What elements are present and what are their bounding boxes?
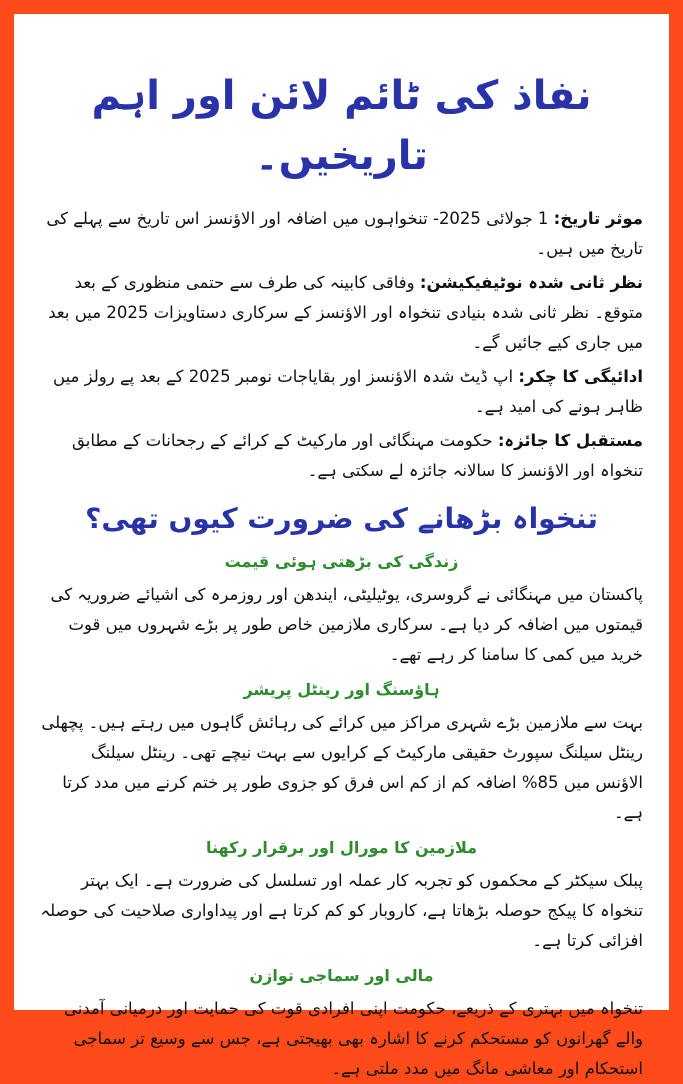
section-cost-of-living bbox=[40, 548, 643, 670]
timeline-label: ادائیگی کا چکر: bbox=[518, 367, 643, 386]
timeline-item-notification bbox=[40, 268, 643, 358]
timeline-label: مستقبل کا جائزہ: bbox=[497, 431, 643, 450]
timeline-label: نظر ثانی شدہ نوٹیفیکیشن: bbox=[419, 273, 643, 292]
timeline-text: اپ ڈیٹ شدہ الاؤنسز اور بقایاجات نومبر 2025 کے بعد پے رولز میں ظاہر ہونے کی امید ہے۔ bbox=[53, 367, 643, 416]
timeline-item-effective-date bbox=[40, 204, 643, 264]
section-balance bbox=[40, 962, 643, 1084]
timeline-text: 1 جولائی 2025- تنخواہوں میں اضافہ اور الاؤنسز اس تاریخ سے پہلے کی تاریخ میں ہیں۔ bbox=[46, 209, 643, 258]
why-heading: تنخواہ بڑھانے کی ضرورت کیوں تھی؟ bbox=[85, 502, 598, 535]
section-morale bbox=[40, 834, 643, 956]
timeline-item-payment-cycle bbox=[40, 362, 643, 422]
section-housing bbox=[40, 676, 643, 828]
timeline-label: موثر تاریخ: bbox=[553, 209, 643, 228]
section-heading: زندگی کی بڑھتی ہوئی قیمت bbox=[224, 552, 459, 571]
page-title: نفاذ کی ٹائم لائن اور اہم تاریخیں۔ bbox=[91, 73, 592, 179]
section-heading: ملازمین کا مورال اور برقرار رکھنا bbox=[205, 838, 478, 857]
timeline-list bbox=[40, 204, 643, 486]
timeline-text: وفاقی کابینہ کی طرف سے حتمی منظوری کے بعد متوقع۔ نظر ثانی شدہ بنیادی تنخواہ اور الاؤنسز کے سرکاری دستاویزات 2025 میں بعد میں جاری کیے جائیں گے۔ bbox=[48, 273, 643, 352]
poster-frame bbox=[14, 14, 669, 1078]
section-text: پاکستان میں مہنگائی نے گروسری، یوٹیلیٹی، ایندھن اور روزمرہ کی اشیائے ضروریہ کی قیمتوں میں اضافہ کر دیا ہے۔ سرکاری ملازمین خاص طور پر بڑے شہروں میں قوت خرید میں کمی کا سامنا کر رہے تھے۔ bbox=[50, 585, 643, 664]
timeline-text: حکومت مہنگائی اور مارکیٹ کے کرائے کے رجحانات کے مطابق تنخواہ اور الاؤنسز کا سالانہ جائزہ لے سکتی ہے۔ bbox=[71, 431, 643, 480]
section-heading: مالی اور سماجی توازن bbox=[249, 966, 434, 985]
section-text: تنخواہ میں بہتری کے ذریعے، حکومت اپنی افرادی قوت کی حمایت اور درمیانی آمدنی والے گھرانوں کو مستحکم کرنے کا اشارہ بھی بھیجتی ہے، جس سے وسیع تر سماجی استحکام اور معاشی مانگ میں مدد ملتی ہے۔ bbox=[64, 999, 643, 1078]
section-heading: ہاؤسنگ اور رینٹل پریشر bbox=[243, 680, 440, 699]
section-text: پبلک سیکٹر کے محکموں کو تجربہ کار عملہ اور تسلسل کی ضرورت ہے۔ ایک بہتر تنخواہ کا پیکج حوصلہ بڑھاتا ہے، کاروبار کو کم کرتا ہے اور پیداواری صلاحیت کی حوصلہ افزائی کرتا ہے۔ bbox=[40, 871, 643, 950]
timeline-item-future-review bbox=[40, 426, 643, 486]
document-body bbox=[40, 66, 643, 1084]
section-text: بہت سے ملازمین بڑے شہری مراکز میں کرائے کی رہائش گاہوں میں رہتے ہیں۔ پچھلی رینٹل سیلنگ سپورٹ حقیقی مارکیٹ کے کرایوں سے بہت نیچے تھی۔ رینٹل سیلنگ الاؤنس میں 85% اضافہ کم از کم اس فرق کو جزوی طور پر ختم کرنے میں مدد کرتا ہے۔ bbox=[41, 713, 643, 822]
